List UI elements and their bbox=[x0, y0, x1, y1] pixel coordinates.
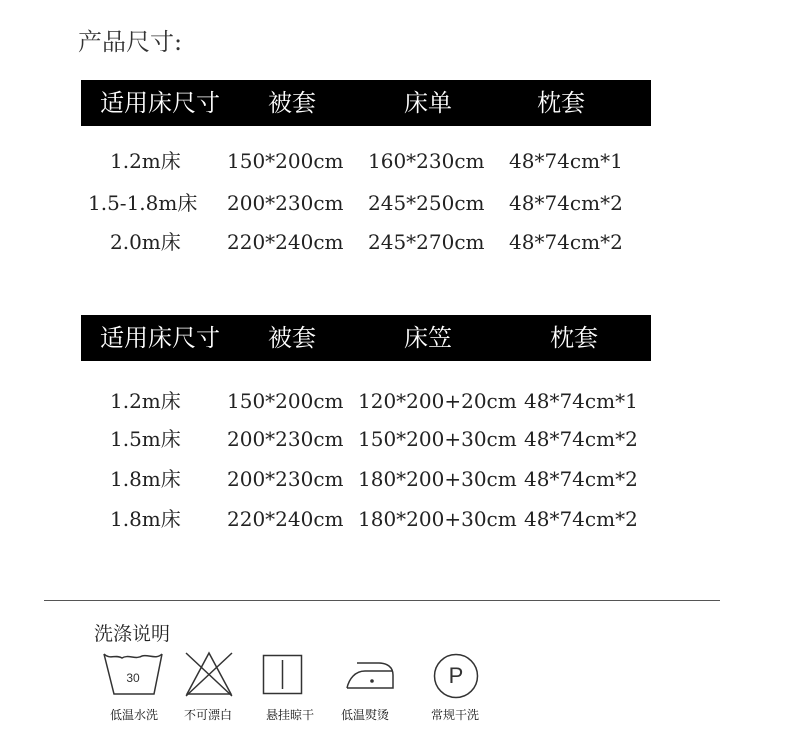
wash-label: 不可漂白 bbox=[184, 708, 233, 722]
wash-label: 常规干洗 bbox=[431, 708, 480, 722]
table-1-cell: 48*74cm*2 bbox=[509, 191, 623, 215]
table-1-cell: 1.5-1.8m床 bbox=[88, 191, 198, 215]
product-size-title: 产品尺寸: bbox=[78, 28, 183, 56]
table-1-cell: 48*74cm*1 bbox=[509, 149, 623, 173]
table-1-cell: 48*74cm*2 bbox=[509, 230, 623, 254]
table-1-cell: 150*200cm bbox=[227, 149, 344, 173]
table-1-header-bed-size: 适用床尺寸 bbox=[100, 89, 220, 117]
table-2-cell: 1.8m床 bbox=[110, 507, 181, 531]
table-2-cell: 200*230cm bbox=[227, 467, 344, 491]
table-2-cell: 1.5m床 bbox=[110, 427, 181, 451]
wash-label: 低温水洗 bbox=[110, 708, 159, 722]
table-2-cell: 1.8m床 bbox=[110, 467, 181, 491]
table-2-cell: 120*200+20cm bbox=[358, 389, 517, 413]
table-1-header-pillowcase: 枕套 bbox=[537, 89, 585, 117]
table-2-header-bed-size: 适用床尺寸 bbox=[100, 324, 220, 352]
table-1-header bbox=[81, 80, 651, 126]
table-2-cell: 150*200+30cm bbox=[358, 427, 517, 451]
table-2-cell: 150*200cm bbox=[227, 389, 344, 413]
table-2-cell: 48*74cm*2 bbox=[524, 467, 638, 491]
no-bleach-icon bbox=[183, 650, 235, 698]
table-1-cell: 220*240cm bbox=[227, 230, 344, 254]
table-1-cell: 160*230cm bbox=[368, 149, 485, 173]
table-2-header-fitted-sheet: 床笠 bbox=[404, 324, 452, 352]
table-2-cell: 180*200+30cm bbox=[358, 507, 517, 531]
iron-low-icon bbox=[343, 657, 397, 693]
wash-tub-30-icon bbox=[102, 652, 164, 700]
table-2-cell: 200*230cm bbox=[227, 427, 344, 451]
table-2-header-duvet-cover: 被套 bbox=[268, 324, 316, 352]
table-1-cell: 245*270cm bbox=[368, 230, 485, 254]
table-1-cell: 2.0m床 bbox=[110, 230, 181, 254]
dry-clean-letter: P bbox=[448, 663, 464, 688]
table-1-header-bed-sheet: 床单 bbox=[404, 89, 452, 117]
table-2-cell: 220*240cm bbox=[227, 507, 344, 531]
dry-clean-p-icon bbox=[432, 652, 480, 700]
table-1-cell: 245*250cm bbox=[368, 191, 485, 215]
table-2-cell: 48*74cm*2 bbox=[524, 507, 638, 531]
table-2-header-pillowcase: 枕套 bbox=[550, 324, 598, 352]
table-1-cell: 1.2m床 bbox=[110, 149, 181, 173]
table-2-cell: 48*74cm*1 bbox=[524, 389, 638, 413]
hang-dry-icon bbox=[262, 654, 304, 696]
section-divider bbox=[44, 600, 720, 601]
table-1-cell: 200*230cm bbox=[227, 191, 344, 215]
table-2-cell: 1.2m床 bbox=[110, 389, 181, 413]
wash-instructions-title: 洗涤说明 bbox=[94, 623, 171, 645]
table-2-cell: 48*74cm*2 bbox=[524, 427, 638, 451]
table-1-header-duvet-cover: 被套 bbox=[268, 89, 316, 117]
wash-label: 悬挂晾干 bbox=[266, 708, 315, 722]
table-2-cell: 180*200+30cm bbox=[358, 467, 517, 491]
wash-temp-label: 30 bbox=[126, 671, 140, 685]
wash-label: 低温熨烫 bbox=[341, 708, 390, 722]
table-2-header bbox=[81, 315, 651, 361]
